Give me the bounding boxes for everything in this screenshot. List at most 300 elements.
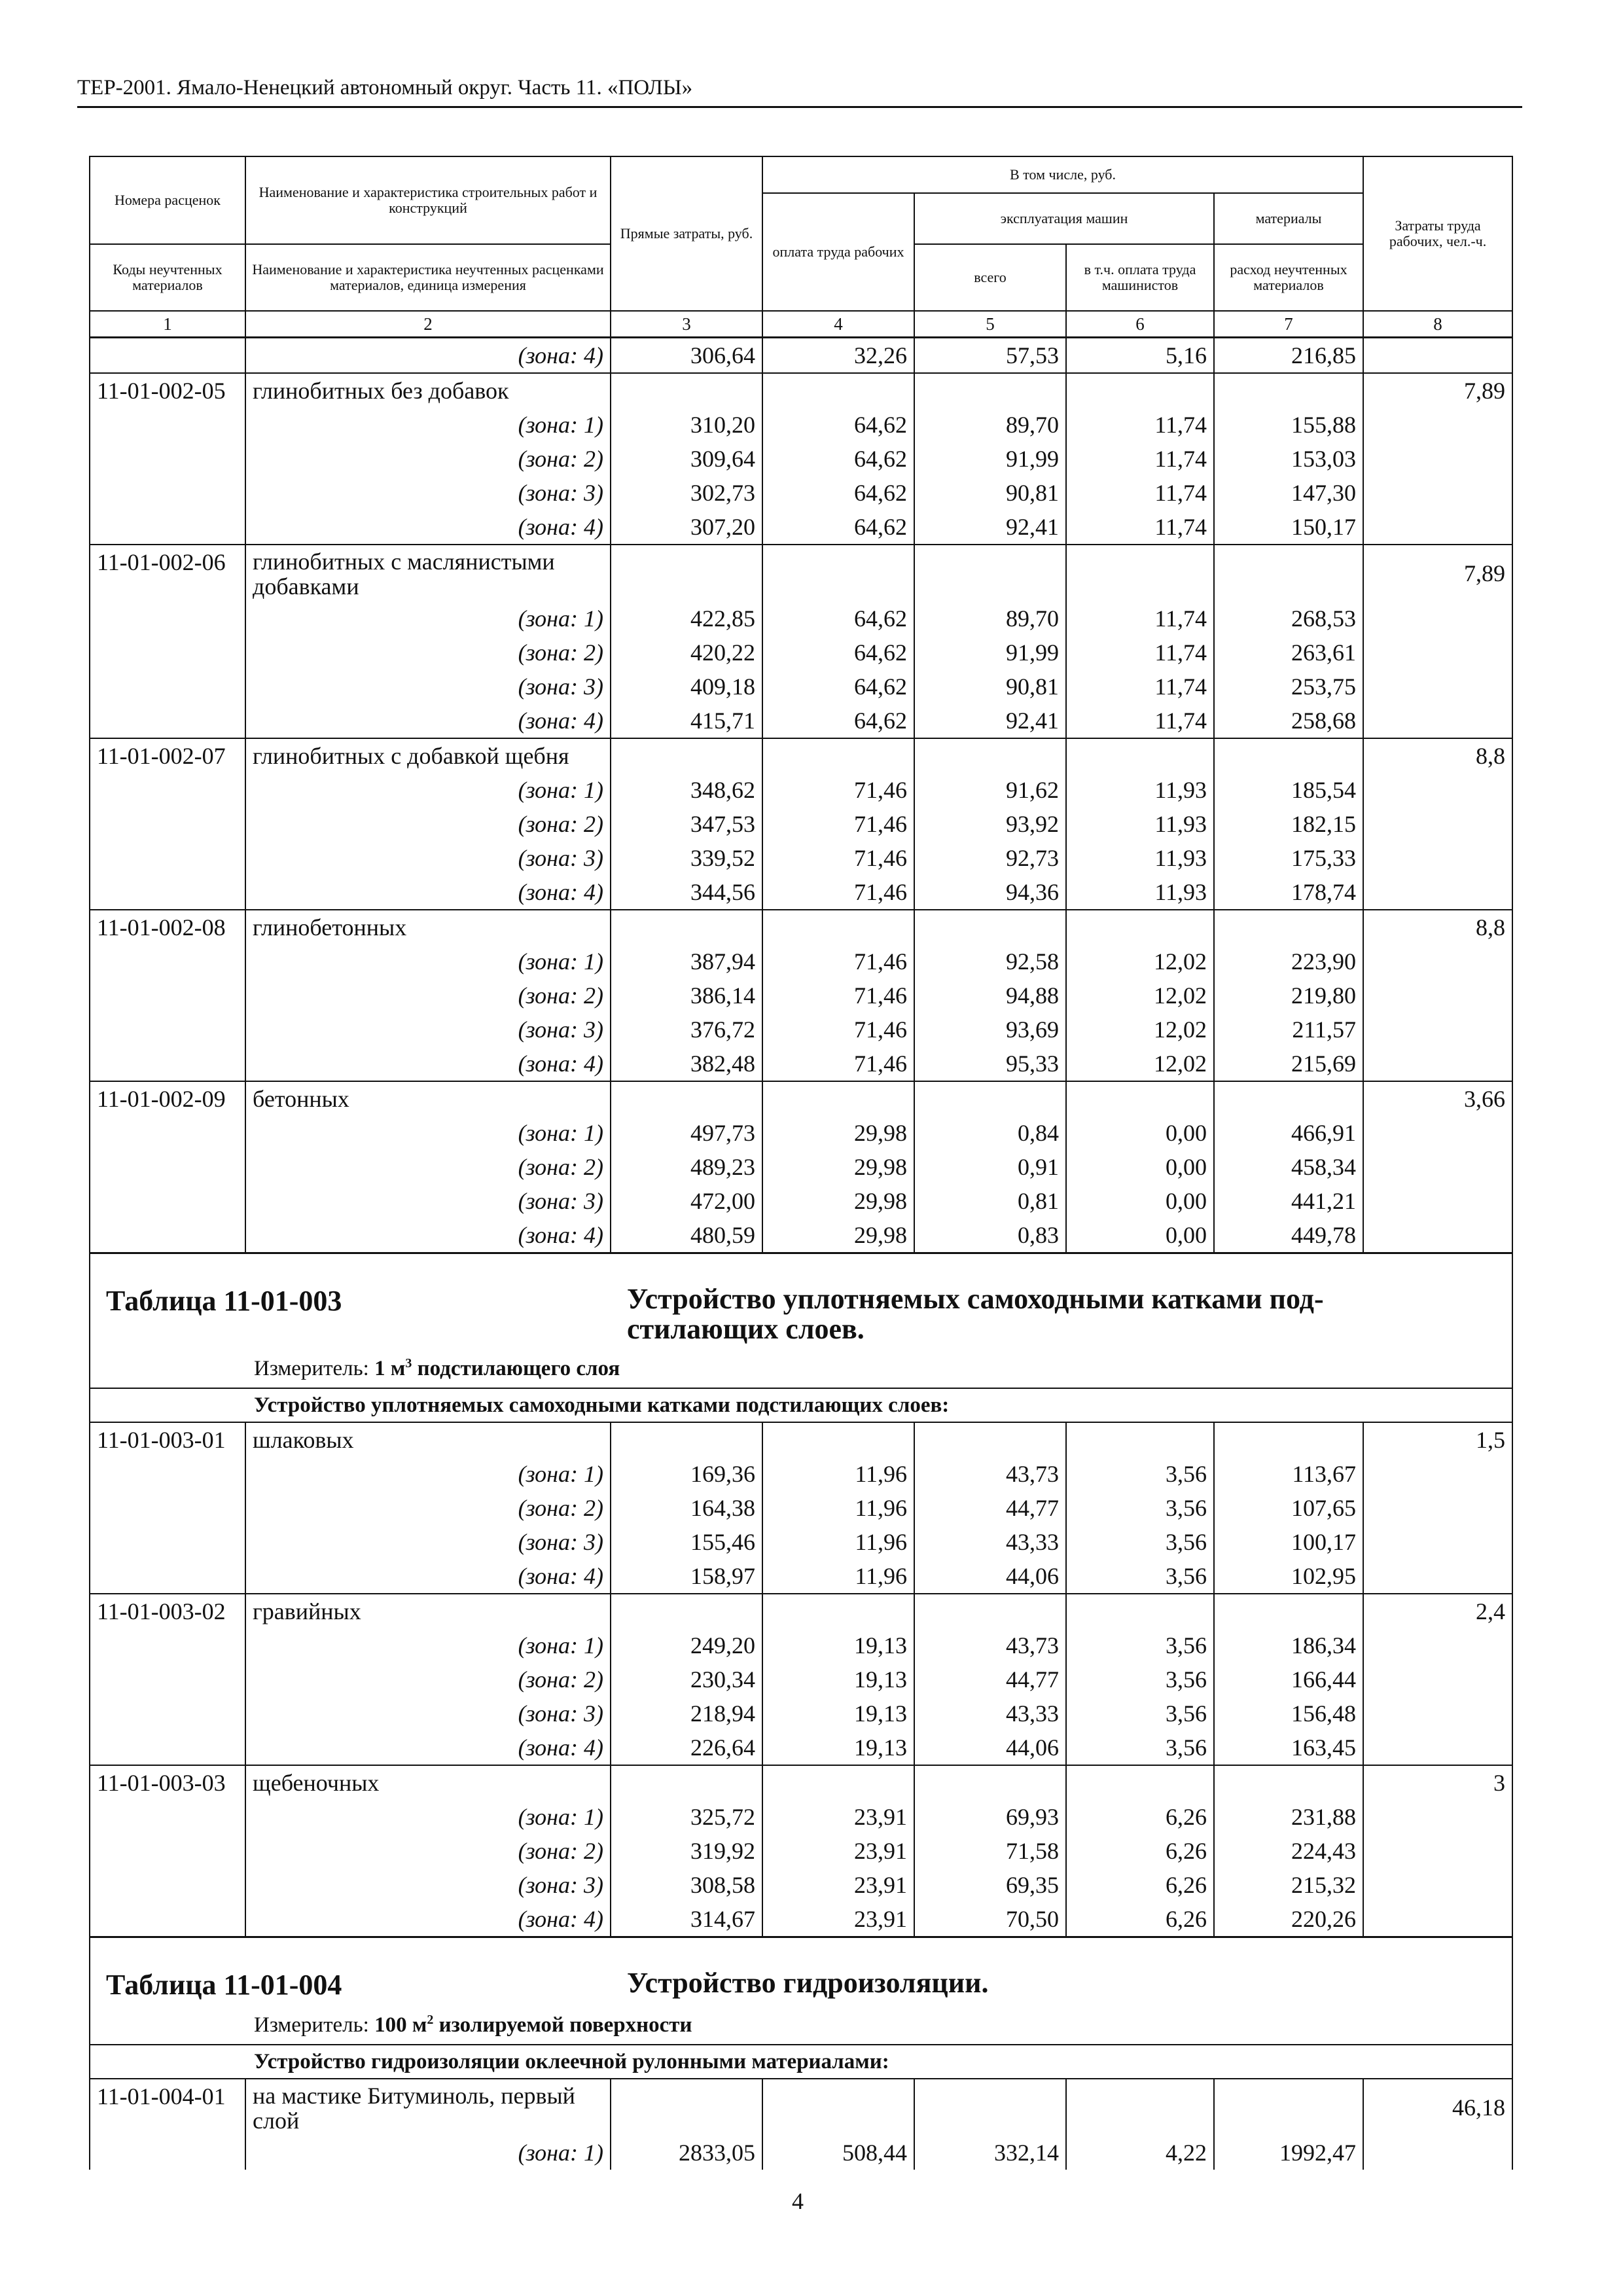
operator-wages: 11,74: [1066, 476, 1214, 510]
unit-label: Измеритель:: [254, 2013, 369, 2037]
col-material-usage-header: расход неучтенных материалов: [1214, 244, 1363, 311]
zone-label: (зона: 1): [245, 773, 611, 807]
rate-header-row: [90, 2079, 1512, 2136]
machines-total: 90,81: [914, 476, 1066, 510]
direct-cost: 376,72: [611, 1013, 762, 1047]
materials: 147,30: [1214, 476, 1363, 510]
machines-total: 44,06: [914, 1559, 1066, 1594]
wages: 64,62: [762, 670, 914, 704]
wages: 29,98: [762, 1184, 914, 1218]
wages: 11,96: [762, 1491, 914, 1525]
labor-hours: 2,4: [1363, 1594, 1512, 1628]
direct-cost: 249,20: [611, 1628, 762, 1662]
materials: 102,95: [1214, 1559, 1363, 1594]
operator-wages: 6,26: [1066, 1834, 1214, 1868]
labor-hours: 46,18: [1363, 2079, 1512, 2136]
operator-wages: 11,74: [1066, 670, 1214, 704]
wages: 64,62: [762, 442, 914, 476]
operator-wages: 0,00: [1066, 1218, 1214, 1253]
wages: 64,62: [762, 476, 914, 510]
operator-wages: 0,00: [1066, 1150, 1214, 1184]
rate-header-row: [90, 910, 1512, 944]
machines-total: 332,14: [914, 2136, 1066, 2170]
labor-hours: 3: [1363, 1765, 1512, 1800]
wages: 19,13: [762, 1662, 914, 1696]
operator-wages: 11,74: [1066, 636, 1214, 670]
materials: 186,34: [1214, 1628, 1363, 1662]
rate-name: бетонных: [245, 1081, 611, 1116]
direct-cost: 347,53: [611, 807, 762, 841]
direct-cost: 302,73: [611, 476, 762, 510]
direct-cost: 226,64: [611, 1731, 762, 1765]
operator-wages: 11,93: [1066, 875, 1214, 910]
rate-name: шлаковых: [245, 1422, 611, 1457]
operator-wages: 3,56: [1066, 1696, 1214, 1731]
zone-label: (зона: 2): [245, 807, 611, 841]
direct-cost: 344,56: [611, 875, 762, 910]
table-row: [90, 2136, 1512, 2170]
zone-label: (зона: 4): [245, 338, 611, 374]
price-table: [89, 156, 1513, 2170]
wages: 71,46: [762, 773, 914, 807]
machines-total: 91,99: [914, 636, 1066, 670]
operator-wages: 3,56: [1066, 1491, 1214, 1525]
table-heading: [90, 1254, 1512, 1388]
rate-code: 11-01-002-07: [90, 738, 245, 773]
zone-label: (зона: 4): [245, 1047, 611, 1081]
table-row: [90, 670, 1512, 704]
operator-wages: 11,93: [1066, 773, 1214, 807]
table-row: [90, 601, 1512, 636]
unit-exponent: 2: [427, 2013, 434, 2027]
rate-header-row: [90, 1422, 1512, 1457]
labor-hours: 8,8: [1363, 910, 1512, 944]
machines-total: 69,35: [914, 1868, 1066, 1902]
machines-total: 43,73: [914, 1457, 1066, 1491]
table-heading: [90, 1938, 1512, 2044]
direct-cost: 2833,05: [611, 2136, 762, 2170]
unit-exponent: 3: [405, 1356, 412, 1371]
operator-wages: 4,22: [1066, 2136, 1214, 2170]
materials: 156,48: [1214, 1696, 1363, 1731]
col-labor-hours-header: Затраты труда рабочих, чел.-ч.: [1363, 156, 1512, 311]
zone-label: (зона: 2): [245, 1834, 611, 1868]
rate-header-row: [90, 738, 1512, 773]
wages: 71,46: [762, 841, 914, 875]
header-title: ТЕР-2001. Ямало-Ненецкий автономный округ. Часть 11. «ПОЛЫ»: [77, 76, 693, 99]
labor-hours: 7,89: [1363, 545, 1512, 601]
table-row: [90, 1662, 1512, 1696]
machines-total: 91,62: [914, 773, 1066, 807]
direct-cost: 310,20: [611, 408, 762, 442]
col-including-header: В том числе, руб.: [762, 156, 1363, 193]
machines-total: 92,41: [914, 704, 1066, 738]
operator-wages: 11,93: [1066, 807, 1214, 841]
wages: 11,96: [762, 1525, 914, 1559]
wages: 64,62: [762, 408, 914, 442]
rate-header-row: [90, 1765, 1512, 1800]
zone-label: (зона: 3): [245, 476, 611, 510]
wages: 23,91: [762, 1834, 914, 1868]
labor-hours: 1,5: [1363, 1422, 1512, 1457]
zone-label: (зона: 1): [245, 1457, 611, 1491]
materials: 223,90: [1214, 944, 1363, 978]
materials: 178,74: [1214, 875, 1363, 910]
rate-code: 11-01-003-01: [90, 1422, 245, 1457]
wages: 64,62: [762, 601, 914, 636]
col-number: 4: [762, 311, 914, 338]
materials: 253,75: [1214, 670, 1363, 704]
operator-wages: 6,26: [1066, 1800, 1214, 1834]
rate-code: 11-01-003-03: [90, 1765, 245, 1800]
col-operator-wages-header: в т.ч. оплата труда машинистов: [1066, 244, 1214, 311]
materials: 211,57: [1214, 1013, 1363, 1047]
wages: 32,26: [762, 338, 914, 374]
wages: 71,46: [762, 1047, 914, 1081]
col-rate-number-header: Номера расценок: [90, 156, 245, 244]
operator-wages: 0,00: [1066, 1116, 1214, 1150]
machines-total: 93,69: [914, 1013, 1066, 1047]
labor-hours: 8,8: [1363, 738, 1512, 773]
table-row: [90, 773, 1512, 807]
materials: 268,53: [1214, 601, 1363, 636]
direct-cost: 409,18: [611, 670, 762, 704]
direct-cost: 382,48: [611, 1047, 762, 1081]
materials: 155,88: [1214, 408, 1363, 442]
machines-total: 0,83: [914, 1218, 1066, 1253]
table-title-row: [90, 1937, 1512, 2045]
operator-wages: 3,56: [1066, 1457, 1214, 1491]
direct-cost: 218,94: [611, 1696, 762, 1731]
machines-total: 95,33: [914, 1047, 1066, 1081]
zone-label: (зона: 3): [245, 1868, 611, 1902]
machines-total: 92,73: [914, 841, 1066, 875]
table-row: [90, 1013, 1512, 1047]
direct-cost: 325,72: [611, 1800, 762, 1834]
table-row: [90, 1491, 1512, 1525]
machines-total: 91,99: [914, 442, 1066, 476]
materials: 182,15: [1214, 807, 1363, 841]
table-row: [90, 1525, 1512, 1559]
section-subhead-row: [90, 2045, 1512, 2079]
table-row: [90, 944, 1512, 978]
materials: 166,44: [1214, 1662, 1363, 1696]
table-row: [90, 841, 1512, 875]
rate-code: 11-01-002-08: [90, 910, 245, 944]
operator-wages: 11,74: [1066, 601, 1214, 636]
materials: 100,17: [1214, 1525, 1363, 1559]
operator-wages: 0,00: [1066, 1184, 1214, 1218]
table-row: [90, 1696, 1512, 1731]
table-title: Устройство гидроизоляции.: [627, 1967, 989, 1999]
materials: 231,88: [1214, 1800, 1363, 1834]
materials: 458,34: [1214, 1150, 1363, 1184]
rate-header-row: [90, 1081, 1512, 1116]
col-material-names-header: Наименование и характеристика неучтенных расценками материалов, единица измерения: [245, 244, 611, 311]
table-row: [90, 807, 1512, 841]
rate-name: глинобитных без добавок: [245, 373, 611, 408]
page-number: 4: [792, 2188, 804, 2214]
machines-total: 0,91: [914, 1150, 1066, 1184]
materials: 113,67: [1214, 1457, 1363, 1491]
zone-label: (зона: 4): [245, 1731, 611, 1765]
operator-wages: 11,74: [1066, 510, 1214, 545]
table-row: [90, 636, 1512, 670]
operator-wages: 5,16: [1066, 338, 1214, 374]
operator-wages: 12,02: [1066, 978, 1214, 1013]
col-number: 5: [914, 311, 1066, 338]
direct-cost: 386,14: [611, 978, 762, 1013]
direct-cost: 158,97: [611, 1559, 762, 1594]
operator-wages: 12,02: [1066, 1013, 1214, 1047]
section-subhead: Устройство гидроизоляции оклеечной рулонными материалами:: [90, 2045, 1512, 2079]
table-row: [90, 1559, 1512, 1594]
rate-name: щебеночных: [245, 1765, 611, 1800]
machines-total: 43,73: [914, 1628, 1066, 1662]
materials: 215,69: [1214, 1047, 1363, 1081]
col-number: 3: [611, 311, 762, 338]
operator-wages: 3,56: [1066, 1525, 1214, 1559]
section-subhead-row: [90, 1388, 1512, 1422]
operator-wages: 3,56: [1066, 1628, 1214, 1662]
table-unit: [254, 1356, 620, 1381]
col-machines-header: эксплуатация машин: [914, 193, 1214, 244]
operator-wages: 3,56: [1066, 1731, 1214, 1765]
table-title: Устройство уплотняемых самоходными катками под-стилающих слоев.: [627, 1283, 1324, 1345]
operator-wages: 11,74: [1066, 704, 1214, 738]
materials: 466,91: [1214, 1116, 1363, 1150]
zone-label: (зона: 1): [245, 601, 611, 636]
direct-cost: 497,73: [611, 1116, 762, 1150]
table-row: [90, 510, 1512, 545]
zone-label: (зона: 2): [245, 1150, 611, 1184]
table-row: [90, 1150, 1512, 1184]
direct-cost: 308,58: [611, 1868, 762, 1902]
rate-code: 11-01-002-06: [90, 545, 245, 601]
table-row: [90, 408, 1512, 442]
materials: 107,65: [1214, 1491, 1363, 1525]
machines-total: 43,33: [914, 1696, 1066, 1731]
direct-cost: 415,71: [611, 704, 762, 738]
unit-value: 1 м: [374, 1357, 406, 1380]
table-row: [90, 1047, 1512, 1081]
zone-label: (зона: 3): [245, 670, 611, 704]
table-row: [90, 1834, 1512, 1868]
materials: 219,80: [1214, 978, 1363, 1013]
zone-label: (зона: 1): [245, 1800, 611, 1834]
wages: 64,62: [762, 636, 914, 670]
running-header: [77, 73, 1522, 108]
zone-label: (зона: 4): [245, 1902, 611, 1937]
wages: 71,46: [762, 1013, 914, 1047]
rate-code: 11-01-002-09: [90, 1081, 245, 1116]
zone-label: (зона: 1): [245, 1116, 611, 1150]
unit-description: изолируемой поверхности: [438, 2013, 692, 2037]
zone-label: (зона: 2): [245, 978, 611, 1013]
machines-total: 89,70: [914, 408, 1066, 442]
direct-cost: 420,22: [611, 636, 762, 670]
rate-code: 11-01-003-02: [90, 1594, 245, 1628]
wages: 71,46: [762, 875, 914, 910]
zone-label: (зона: 3): [245, 1184, 611, 1218]
wages: 29,98: [762, 1218, 914, 1253]
direct-cost: 169,36: [611, 1457, 762, 1491]
wages: 11,96: [762, 1457, 914, 1491]
table-row: [90, 1731, 1512, 1765]
direct-cost: 348,62: [611, 773, 762, 807]
zone-label: (зона: 4): [245, 1218, 611, 1253]
machines-total: 69,93: [914, 1800, 1066, 1834]
operator-wages: 3,56: [1066, 1559, 1214, 1594]
direct-cost: 164,38: [611, 1491, 762, 1525]
zone-label: (зона: 4): [245, 510, 611, 545]
unit-value: 100 м: [374, 2013, 427, 2037]
operator-wages: 6,26: [1066, 1868, 1214, 1902]
materials: 1992,47: [1214, 2136, 1363, 2170]
wages: 11,96: [762, 1559, 914, 1594]
operator-wages: 12,02: [1066, 944, 1214, 978]
zone-label: (зона: 3): [245, 1525, 611, 1559]
machines-total: 71,58: [914, 1834, 1066, 1868]
zone-label: (зона: 4): [245, 704, 611, 738]
table-row: [90, 1457, 1512, 1491]
direct-cost: 319,92: [611, 1834, 762, 1868]
zone-label: (зона: 3): [245, 1013, 611, 1047]
rate-header-row: [90, 1594, 1512, 1628]
direct-cost: 489,23: [611, 1150, 762, 1184]
section-subhead: Устройство уплотняемых самоходными катками подстилающих слоев:: [90, 1388, 1512, 1422]
direct-cost: 472,00: [611, 1184, 762, 1218]
wages: 64,62: [762, 510, 914, 545]
col-wages-header: оплата труда рабочих: [762, 193, 914, 311]
col-number: 1: [90, 311, 245, 338]
table-row: [90, 1116, 1512, 1150]
materials: 185,54: [1214, 773, 1363, 807]
rate-name: гравийных: [245, 1594, 611, 1628]
wages: 29,98: [762, 1116, 914, 1150]
machines-total: 57,53: [914, 338, 1066, 374]
rate-name: глинобитных с добавкой щебня: [245, 738, 611, 773]
zone-label: (зона: 2): [245, 636, 611, 670]
rate-name: глинобитных с маслянистыми добавками: [245, 545, 611, 601]
wages: 29,98: [762, 1150, 914, 1184]
zone-label: (зона: 1): [245, 944, 611, 978]
materials: 216,85: [1214, 338, 1363, 374]
machines-total: 92,41: [914, 510, 1066, 545]
materials: 441,21: [1214, 1184, 1363, 1218]
machines-total: 92,58: [914, 944, 1066, 978]
col-number: 8: [1363, 311, 1512, 338]
table-row: [90, 1184, 1512, 1218]
wages: 19,13: [762, 1731, 914, 1765]
rate-header-row: [90, 373, 1512, 408]
materials: 258,68: [1214, 704, 1363, 738]
wages: 19,13: [762, 1628, 914, 1662]
direct-cost: 309,64: [611, 442, 762, 476]
materials: 150,17: [1214, 510, 1363, 545]
wages: 23,91: [762, 1868, 914, 1902]
col-machines-total-header: всего: [914, 244, 1066, 311]
direct-cost: 314,67: [611, 1902, 762, 1937]
table-title-row: [90, 1253, 1512, 1389]
machines-total: 44,06: [914, 1731, 1066, 1765]
zone-label: (зона: 1): [245, 2136, 611, 2170]
table-unit: [254, 2013, 692, 2037]
machines-total: 0,84: [914, 1116, 1066, 1150]
unit-description: подстилающего слоя: [417, 1357, 620, 1380]
column-numbers-row: [90, 311, 1512, 338]
materials: 224,43: [1214, 1834, 1363, 1868]
rate-name: на мастике Битуминоль, первый слой: [245, 2079, 611, 2136]
rate-name: глинобетонных: [245, 910, 611, 944]
table-row: [90, 1800, 1512, 1834]
table-row: [90, 1902, 1512, 1937]
unit-label: Измеритель:: [254, 1357, 369, 1380]
direct-cost: 387,94: [611, 944, 762, 978]
wages: 71,46: [762, 978, 914, 1013]
wages: 23,91: [762, 1800, 914, 1834]
labor-hours: 7,89: [1363, 373, 1512, 408]
rate-header-row: [90, 545, 1512, 601]
operator-wages: 11,93: [1066, 841, 1214, 875]
zone-label: (зона: 1): [245, 408, 611, 442]
materials: 163,45: [1214, 1731, 1363, 1765]
wages: 19,13: [762, 1696, 914, 1731]
table-row: [90, 978, 1512, 1013]
machines-total: 70,50: [914, 1902, 1066, 1937]
wages: 71,46: [762, 944, 914, 978]
col-materials-header: материалы: [1214, 193, 1363, 244]
zone-label: (зона: 2): [245, 442, 611, 476]
table-row: [90, 1218, 1512, 1253]
machines-total: 94,88: [914, 978, 1066, 1013]
direct-cost: 155,46: [611, 1525, 762, 1559]
materials: 220,26: [1214, 1902, 1363, 1937]
zone-label: (зона: 3): [245, 841, 611, 875]
zone-label: (зона: 2): [245, 1662, 611, 1696]
direct-cost: 480,59: [611, 1218, 762, 1253]
table-row: [90, 1868, 1512, 1902]
machines-total: 90,81: [914, 670, 1066, 704]
operator-wages: 12,02: [1066, 1047, 1214, 1081]
zone-label: (зона: 3): [245, 1696, 611, 1731]
machines-total: 93,92: [914, 807, 1066, 841]
operator-wages: 11,74: [1066, 408, 1214, 442]
operator-wages: 3,56: [1066, 1662, 1214, 1696]
table-row: [90, 1628, 1512, 1662]
direct-cost: 306,64: [611, 338, 762, 374]
table-row: [90, 476, 1512, 510]
materials: 263,61: [1214, 636, 1363, 670]
operator-wages: 6,26: [1066, 1902, 1214, 1937]
machines-total: 44,77: [914, 1491, 1066, 1525]
machines-total: 94,36: [914, 875, 1066, 910]
wages: 23,91: [762, 1902, 914, 1937]
table-row: [90, 704, 1512, 738]
operator-wages: 11,74: [1066, 442, 1214, 476]
col-number: 6: [1066, 311, 1214, 338]
col-number: 7: [1214, 311, 1363, 338]
machines-total: 0,81: [914, 1184, 1066, 1218]
materials: 175,33: [1214, 841, 1363, 875]
materials: 215,32: [1214, 1868, 1363, 1902]
zone-label: (зона: 2): [245, 1491, 611, 1525]
wages: 508,44: [762, 2136, 914, 2170]
zone-label: (зона: 1): [245, 1628, 611, 1662]
col-work-name-header: Наименование и характеристика строительных работ и конструкций: [245, 156, 611, 244]
table-row: [90, 338, 1512, 374]
table-row: [90, 875, 1512, 910]
